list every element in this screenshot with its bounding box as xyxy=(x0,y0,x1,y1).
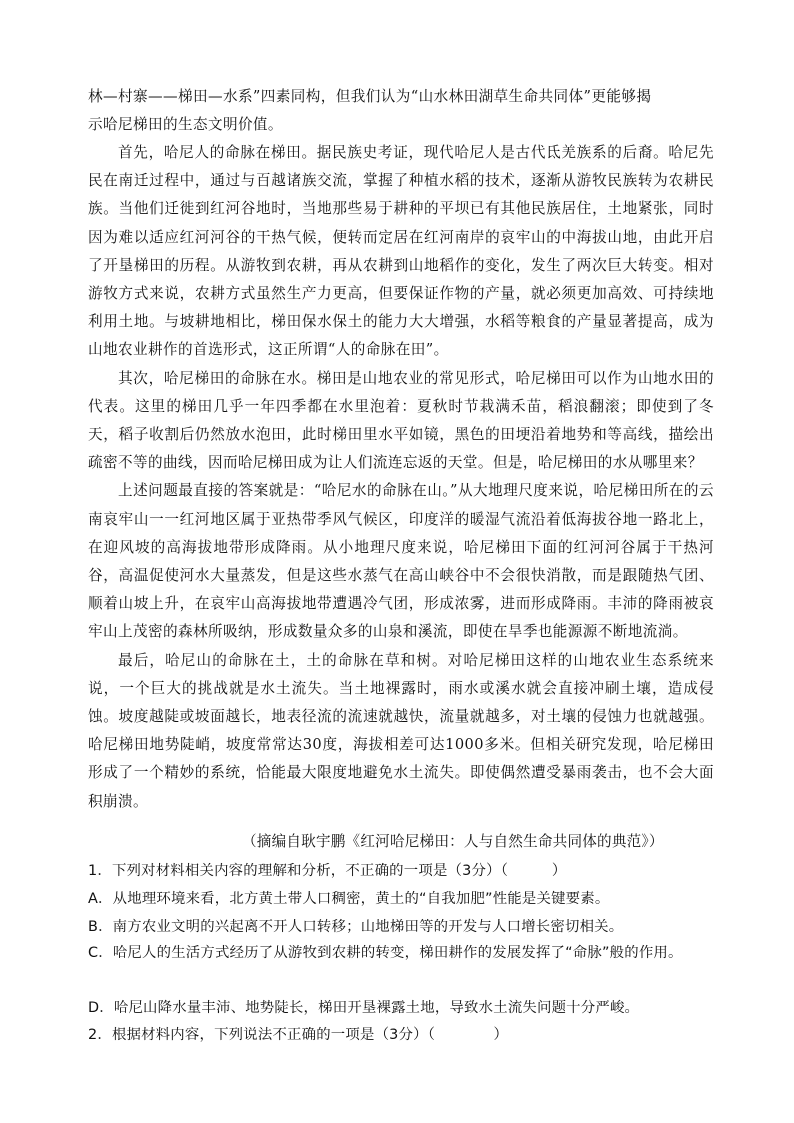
source-citation: （摘编自耿宇鹏《红河哈尼梯田：人与自然生命共同体的典范》） xyxy=(242,833,664,850)
question-1-stem: 1．下列对材料相关内容的理解和分析，不正确的一项是（3分）（ ） xyxy=(88,863,567,879)
question-1-option-b: B．南方农业文明的兴起离不开人口转移；山地梯田等的开发与人口增长密切相关。 xyxy=(88,919,624,935)
question-1-option-d: D．哈尼山降水量丰沛、地势陡长，梯田开垦裸露土地，导致水土流失问题十分严峻。 xyxy=(88,1000,640,1016)
paragraph-3: 上述问题最直接的答案就是：“哈尼水的命脉在山。”从大地理尺度来说，哈尼梯田所在的云南哀牢山一一红河地区属于亚热带季风气候区，印度洋的暖湿气流沿着低海拔谷地一路北上，在迎风坡的高海拔地带形成降雨。从小地理尺度来说，哈尼梯田下面的红河河谷属于干热河谷，高温促使河水大量蒸发，但是这些水蒸气在高山峡谷中不会很快消散，而是跟随热气团、顺着山坡上升，在哀牢山高海拔地带遭遇冷气团，形成浓雾，进而形成降雨。丰沛的降雨被哀牢山上茂密的森林所吸纳，形成数量众多的山泉和溪流，即使在旱季也能源源不断地流淌。 xyxy=(88,482,714,641)
paragraph-4: 最后，哈尼山的命脉在土，土的命脉在草和树。对哈尼梯田这样的山地农业生态系统来说，一个巨大的挑战就是水土流失。当土地裸露时，雨水或溪水就会直接冲刷土壤，造成侵蚀。坡度越陡或坡面越长，地表径流的流速就越快，流量就越多，对土壤的侵蚀力也就越强。哈尼梯田地势陡峭，坡度常常达30度，海拔相差可达1000多米。但相关研究发现，哈尼梯田形成了一个精妙的系统，恰能最大限度地避免水土流失。即使偶然遭受暴雨袭击，也不会大面积崩溃。 xyxy=(88,651,714,810)
intro-line-2: 示哈尼梯田的生态文明价值。 xyxy=(88,116,283,134)
intro-line-1: 林—村寨——梯田—水系”四素同构，但我们认为“山水林田湖草生命共同体”更能够揭 xyxy=(88,88,652,105)
passage-body xyxy=(88,139,714,816)
question-1-option-c: C．哈尼人的生活方式经历了从游牧到农耕的转变，梯田耕作的发展发挥了“命脉”般的作用。 xyxy=(88,945,683,961)
question-2-stem: 2．根据材料内容，下列说法不正确的一项是（3分）（ ） xyxy=(88,1027,509,1043)
intro-block xyxy=(88,83,714,139)
paragraph-2: 其次，哈尼梯田的命脉在水。梯田是山地农业的常见形式，哈尼梯田可以作为山地水田的代表。这里的梯田几乎一年四季都在水里泡着：夏秋时节栽满禾苗，稻浪翻滚；即使到了冬天，稻子收割后仍然放水泡田，此时梯田里水平如镜，黑色的田埂沿着地势和等高线，描绘出疏密不等的曲线，因而哈尼梯田成为让人们流连忘返的天堂。但是，哈尼梯田的水从哪里来？ xyxy=(88,369,714,472)
question-1-option-a: A．从地理环境来看，北方黄土带人口稠密，黄土的“自我加肥”性能是关键要素。 xyxy=(88,891,610,907)
paragraph-1: 首先，哈尼人的命脉在梯田。据民族史考证，现代哈尼人是古代氐羌族系的后裔。哈尼先民在南迁过程中，通过与百越诸族交流，掌握了种植水稻的技术，逐渐从游牧民族转为农耕民族。当他们迁徙到红河谷地时，当地那些易于耕种的平坝已有其他民族居住，土地紧张，同时因为难以适应红河河谷的干热气候，便转而定居在红河南岸的哀牢山的中海拔山地，由此开启了开垦梯田的历程。从游牧到农耕，再从农耕到山地稻作的变化，发生了两次巨大转变。相对游牧方式来说，农耕方式虽然生产力更高，但要保证作物的产量，就必须更加高效、可持续地利用土地。与坡耕地相比，梯田保水保土的能力大大增强，水稻等粮食的产量显著提高，成为山地农业耕作的首选形式，这正所谓“人的命脉在田”。 xyxy=(88,144,714,359)
